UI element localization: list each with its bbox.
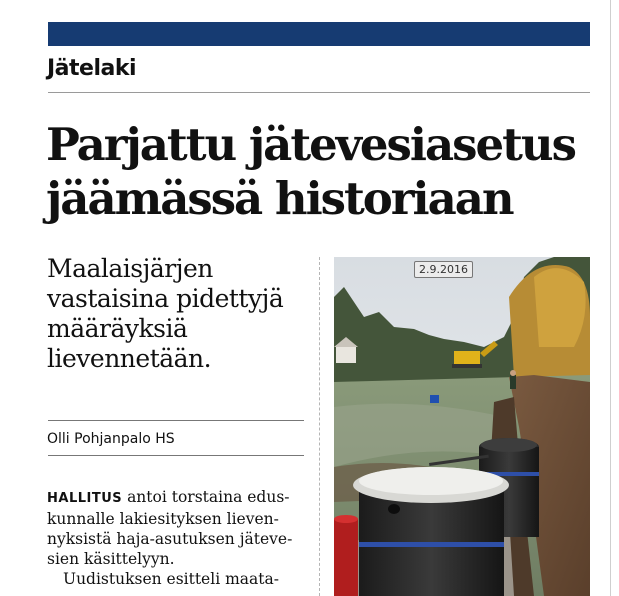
body-line	[47, 487, 307, 509]
photo-wastewater-tank-icon	[334, 257, 590, 596]
byline-divider-top	[48, 420, 304, 421]
body-line: kunnalle lakiesityksen lieven-	[47, 510, 279, 528]
body-line-rest: antoi torstaina edus-	[122, 488, 290, 506]
byline: Olli Pohjanpalo HS	[47, 431, 175, 447]
lead-line: määräyksiä	[47, 314, 188, 343]
body-kicker: HALLITUS	[47, 491, 123, 506]
lead-line: Maalaisjärjen	[47, 254, 213, 283]
lead-line: lievennetään.	[47, 344, 212, 373]
lead-line: vastaisina pidettyjä	[47, 284, 284, 313]
photo-date-badge: 2.9.2016	[414, 261, 473, 278]
section-label: Jätelaki	[47, 56, 137, 81]
article-photo	[334, 257, 590, 596]
body-line: nyksistä haja-asutuksen jäteve-	[47, 530, 293, 548]
article-body	[47, 487, 307, 589]
headline-line: jäämässä historiaan	[46, 172, 513, 225]
column-divider	[319, 257, 320, 596]
headline	[46, 118, 606, 226]
lead-paragraph	[47, 254, 317, 374]
page-edge	[610, 0, 611, 596]
masthead-bar	[48, 22, 590, 46]
headline-line: Parjattu jätevesiasetus	[46, 118, 575, 171]
body-line: Uudistuksen esitteli maata-	[63, 570, 279, 588]
section-divider	[48, 92, 590, 93]
byline-divider-bottom	[48, 455, 304, 456]
body-line: sien käsittelyyn.	[47, 550, 175, 568]
